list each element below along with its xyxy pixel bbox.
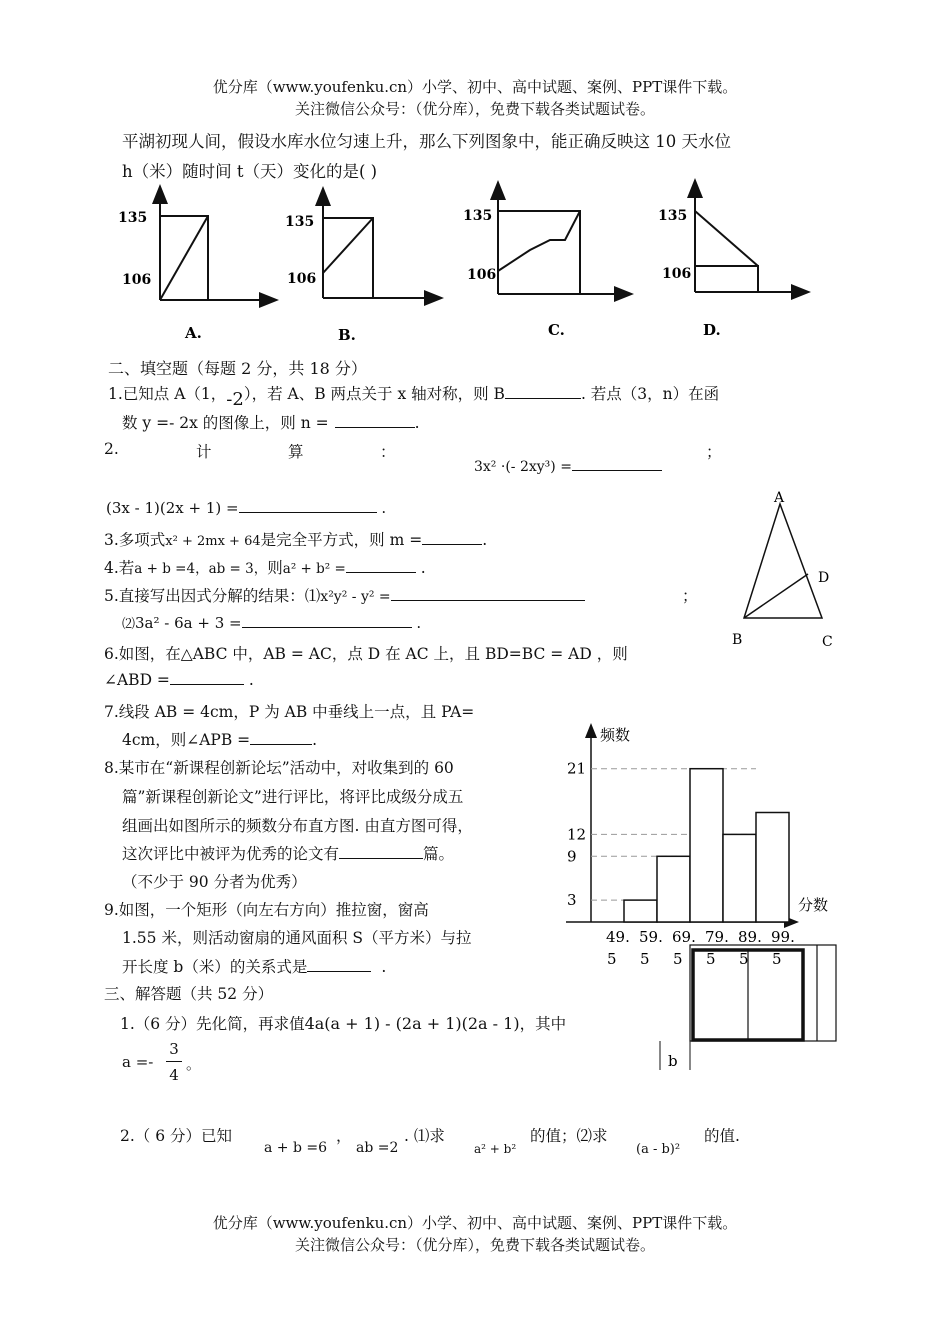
- q8-text-d: 这次评比中被评为优秀的论文有: [122, 845, 340, 863]
- q4-expr-1: a + b =4，ab = 3，: [134, 561, 268, 577]
- q8-line-4: [122, 842, 454, 864]
- s3-q1-numerator: 3: [169, 1040, 179, 1058]
- q8-blank[interactable]: [339, 844, 423, 859]
- window-frame: [690, 945, 836, 1041]
- q5-blank-1[interactable]: [391, 586, 585, 601]
- triangle-d-label: D: [818, 570, 830, 586]
- triangle-c-label: C: [822, 634, 833, 650]
- graph-options: [110, 178, 830, 348]
- q3-text-b: 是完全平方式，则 m =: [260, 531, 423, 549]
- s3-q2-text-c: 的值；⑵求: [530, 1127, 608, 1145]
- q8-line-2: 篇”新课程创新论文”进行评比，将评比成级分成五: [122, 788, 464, 806]
- intro-line-1: 平湖初现人间，假设水库水位匀速上升，那么下列图象中，能正确反映这 10 天水位: [122, 132, 731, 151]
- graph-d-y-low: 106: [662, 266, 692, 282]
- triangle-figure: [726, 486, 846, 656]
- graph-a-y-low: 106: [122, 272, 152, 288]
- q5-line-1: [104, 584, 585, 606]
- s3-q1-text-a: 1.（6 分）先化简，再求值: [120, 1015, 305, 1033]
- histogram-x-tick-label: 69.: [672, 928, 696, 946]
- histogram-x-tick-label: 79.: [705, 928, 729, 946]
- q5-blank-2[interactable]: [242, 613, 412, 628]
- q7-text-b: 4cm，则∠APB =: [122, 731, 251, 749]
- q3-expr: x² + 2mx + 64: [165, 534, 261, 549]
- graph-a: [160, 188, 275, 300]
- header-line-1: 优分库（www.youfenku.cn）小学、初中、高中试题、案例、PPT课件下载。: [212, 78, 738, 96]
- s3-q2-text-a: 2.（ 6 分）已知: [120, 1127, 233, 1145]
- section3-title: 三、解答题（共 52 分）: [104, 985, 274, 1003]
- q5-semicolon: ；: [682, 587, 698, 605]
- s3-q2-expr-2: ab =2: [356, 1140, 399, 1156]
- s3-q2-expr-4: (a - b)²: [636, 1142, 681, 1157]
- histogram-bar: [756, 813, 789, 923]
- triangle-b-label: B: [732, 632, 743, 648]
- graph-a-label: A.: [185, 324, 202, 342]
- q4-line: 4.若a + b =4，ab = 3，则a² + b² = .: [104, 559, 426, 577]
- q8-line-3: 组画出如图所示的频数分布直方图. 由直方图可得，: [122, 817, 473, 835]
- q2-ji: 计: [196, 443, 212, 461]
- q1-text-d: 数 y =- 2x 的图像上，则 n =: [122, 414, 329, 432]
- q6-line-2: ∠ABD = .: [104, 671, 254, 689]
- q9-line-1: 9.如图，一个矩形（向左右方向）推拉窗，窗高: [104, 901, 429, 919]
- histogram-bar: [657, 856, 690, 922]
- q3-line: 3.多项式x² + 2mx + 64是完全平方式，则 m = .: [104, 531, 488, 549]
- q5-line-2: ⑵3a² - 6a + 3 = .: [122, 614, 422, 632]
- s3-q1-expr: 4a(a + 1) - (2a + 1)(2a - 1): [304, 1014, 520, 1033]
- q9-text-d: .: [381, 958, 387, 976]
- s3-q2-expr-3: a² + b²: [474, 1142, 517, 1156]
- q4-blank[interactable]: [346, 558, 416, 573]
- s3-q1-line-1: [120, 1012, 566, 1034]
- q2-blank-2[interactable]: [239, 498, 377, 513]
- q1-text-a: 1.已知点 A（1，: [108, 385, 227, 403]
- q9-line-3: [122, 955, 386, 977]
- graph-b: [323, 190, 440, 298]
- histogram-y-label: 频数: [600, 726, 631, 744]
- q2-label: 2.: [104, 440, 119, 458]
- intro-line-2: h（米）随时间 t（天）变化的是( ): [122, 162, 378, 181]
- histogram-x-tick-label-decimal: 5: [673, 950, 683, 968]
- q4-text-a: 4.若: [104, 559, 135, 577]
- histogram-bar: [624, 900, 657, 922]
- q9-line-2: 1.55 米，则活动窗扇的通风面积 S（平方米）与拉: [122, 929, 472, 947]
- q1-blank-n[interactable]: [335, 413, 415, 428]
- s3-q2-text-b: . ⑴求: [404, 1127, 445, 1145]
- q7-line-1: 7.线段 AB = 4cm，P 为 AB 中垂线上一点，且 PA=: [104, 703, 475, 721]
- frequency-histogram: [560, 720, 850, 970]
- graph-c-label: C.: [548, 321, 565, 339]
- graph-d-label: D.: [703, 321, 721, 339]
- q3-text-a: 3.多项式: [104, 531, 166, 549]
- s3-q1-denominator: 4: [169, 1066, 179, 1084]
- histogram-bar: [690, 769, 723, 922]
- s3-q1-fraction-bar: [166, 1061, 182, 1062]
- q2-blank-1[interactable]: [572, 456, 662, 471]
- histogram-y-tick-label: 21: [567, 759, 587, 778]
- graph-d-y-high: 135: [658, 208, 688, 224]
- q6-text-b: ∠ABD =: [104, 671, 170, 689]
- section2-title: 二、填空题（每题 2 分，共 18 分）: [108, 359, 367, 378]
- s3-q1-value-a: a =-: [122, 1053, 154, 1071]
- q5-text-b: ⑵: [122, 617, 136, 632]
- triangle-a-label: A: [774, 490, 785, 506]
- q5-expr-1: x²y² - y² =: [320, 589, 391, 605]
- histogram-x-label: 分数: [798, 896, 829, 914]
- q2-suan: 算: [288, 443, 304, 461]
- q7-line-2: 4cm，则∠APB = .: [122, 731, 318, 749]
- q5-expr-2: 3a² - 6a + 3 =: [135, 614, 242, 632]
- s3-q1-end: 。: [186, 1055, 202, 1073]
- window-figure: [655, 942, 840, 1074]
- graph-d: [695, 182, 807, 292]
- histogram-x-tick-label: 99.: [771, 928, 795, 946]
- graph-c-y-low: 106: [467, 267, 497, 283]
- q2-semicolon: ；: [706, 443, 722, 461]
- q7-blank[interactable]: [250, 730, 312, 745]
- q1-line-2: 数 y =- 2x 的图像上，则 n = .: [122, 414, 420, 432]
- q8-text-e: 篇。: [423, 845, 455, 863]
- q4-expr-2: a² + b² =: [282, 561, 346, 577]
- q2-expr-2: (3x - 1)(2x + 1) =: [106, 499, 239, 517]
- s3-q2-text-d: 的值.: [704, 1127, 740, 1145]
- q1-text-c: . 若点（3，n）在函: [580, 385, 720, 403]
- q5-text-a: 5.直接写出因式分解的结果：⑴: [104, 587, 321, 605]
- histogram-x-tick-label-decimal: 5: [739, 950, 749, 968]
- histogram-x-tick-label-decimal: 5: [640, 950, 650, 968]
- histogram-x-tick-label: 49.: [606, 928, 630, 946]
- footer-line-1: 优分库（www.youfenku.cn）小学、初中、高中试题、案例、PPT课件下载。: [212, 1214, 738, 1232]
- footer-line-2: 关注微信公众号：（优分库），免费下载各类试题试卷。: [294, 1236, 655, 1254]
- q1-blank-b[interactable]: [505, 384, 581, 399]
- q4-text-b: 则: [267, 559, 283, 577]
- graph-c: [498, 184, 630, 294]
- q9-text-c: 开长度 b（米）的关系式是: [122, 958, 308, 976]
- q3-blank[interactable]: [422, 530, 482, 545]
- q2-expr-1-text: 3x² ·(- 2xy³) =: [474, 459, 572, 475]
- s3-q1-text-b: ，其中: [519, 1015, 567, 1033]
- q2-expr-1: [474, 456, 662, 475]
- q1-value: -2: [226, 389, 244, 410]
- histogram-y-tick-label: 9: [567, 847, 577, 866]
- q9-blank[interactable]: [307, 957, 371, 972]
- histogram-x-tick-label-decimal: 5: [706, 950, 716, 968]
- q6-line-1: 6.如图，在△ABC 中，AB = AC，点 D 在 AC 上，且 BD=BC = AD ，则: [104, 645, 628, 663]
- histogram-bar: [723, 834, 756, 922]
- graph-b-y-high: 135: [285, 214, 315, 230]
- window-b-label: b: [668, 1052, 678, 1070]
- q1-text-b: ），若 A、B 两点关于 x 轴对称，则 B: [243, 385, 505, 403]
- graph-b-label: B.: [338, 326, 356, 344]
- header-line-2: 关注微信公众号：（优分库），免费下载各类试题试卷。: [294, 100, 655, 118]
- graph-c-y-high: 135: [463, 208, 493, 224]
- histogram-x-tick-label: 89.: [738, 928, 762, 946]
- q6-blank[interactable]: [170, 670, 244, 685]
- q8-line-5: （不少于 90 分者为优秀）: [122, 873, 307, 891]
- histogram-x-tick-label-decimal: 5: [772, 950, 782, 968]
- q1-line-1: [108, 382, 720, 410]
- histogram-y-tick-label: 3: [567, 891, 577, 910]
- graph-a-y-high: 135: [118, 210, 148, 226]
- q2-line-2: (3x - 1)(2x + 1) = .: [106, 499, 387, 517]
- histogram-x-tick-label: 59.: [639, 928, 663, 946]
- graph-b-y-low: 106: [287, 271, 317, 287]
- s3-q2-expr-1: a + b =6: [264, 1140, 328, 1156]
- histogram-y-tick-label: 12: [567, 825, 587, 844]
- histogram-x-tick-label-decimal: 5: [607, 950, 617, 968]
- q2-colon: ：: [380, 443, 396, 461]
- q8-line-1: 8.某市在“新课程创新论坛”活动中，对收集到的 60: [104, 759, 454, 777]
- s3-q2-sep: ，: [336, 1127, 352, 1145]
